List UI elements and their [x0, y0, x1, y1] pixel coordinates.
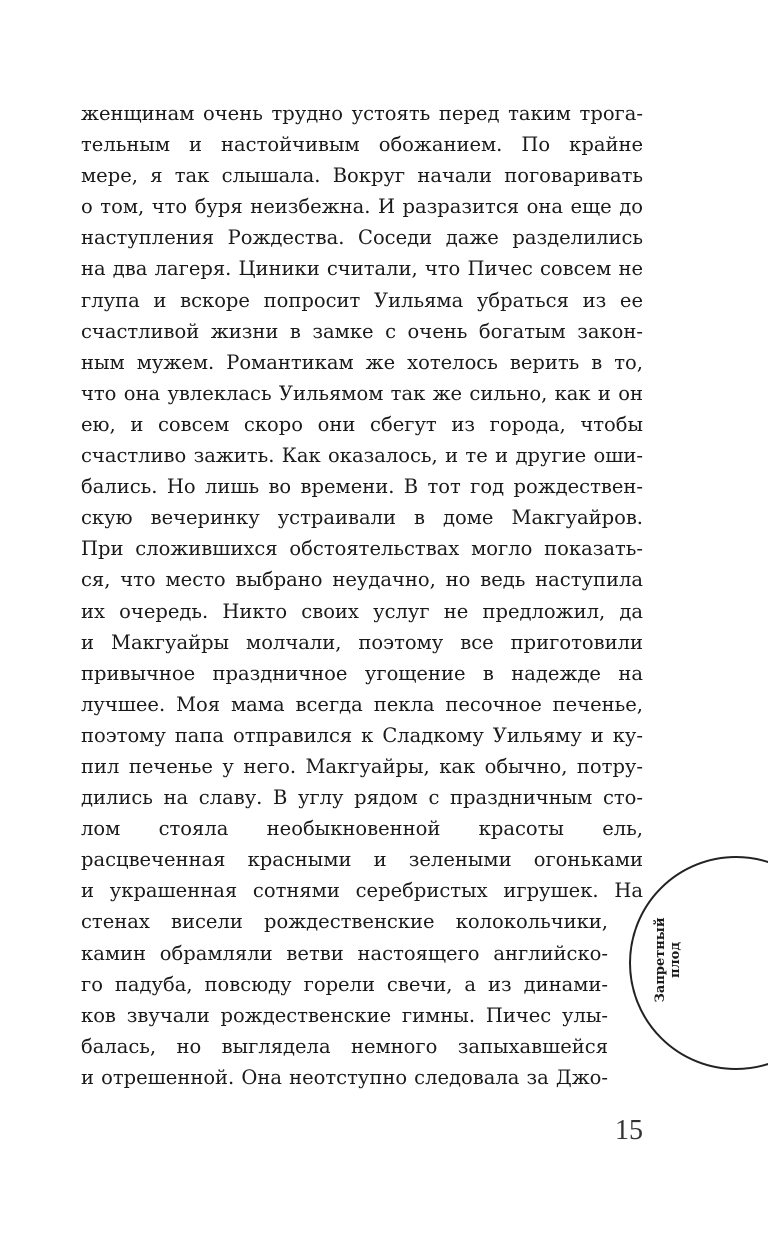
text-line: счастливой жизни в замке с очень богатым закон- — [81, 319, 643, 343]
text-line: и украшенная сотнями серебристых игрушек. На — [81, 879, 643, 903]
text-line: дились на славу. В углу рядом с праздничным сто- — [81, 786, 643, 810]
text-line: расцвеченная красными и зелеными огоньками — [81, 848, 643, 872]
text-line: и Макгуайры молчали, поэтому все приготовили — [81, 630, 643, 654]
text-line: ся, что место выбрано неудачно, но ведь наступила — [81, 568, 643, 592]
text-line: ков звучали рождественские гимны. Пичес улы- — [81, 1003, 608, 1027]
section-badge-circle — [629, 856, 768, 1070]
text-line: счастливо зажить. Как оказалось, и те и другие оши- — [81, 444, 643, 468]
text-line: на два лагеря. Циники считали, что Пичес совсем не — [81, 257, 643, 281]
text-line: скую вечеринку устраивали в доме Макгуайров. — [81, 506, 643, 530]
page-number: 15 — [615, 1115, 643, 1146]
text-line: балась, но выглядела немного запыхавшейся — [81, 1034, 608, 1058]
text-line: стенах висели рождественские колокольчики, — [81, 910, 608, 934]
text-line: привычное праздничное угощение в надежде на — [81, 661, 643, 685]
text-line: пил печенье у него. Макгуайры, как обычно, потру- — [81, 754, 643, 778]
text-line: тельным и настойчивым обожанием. По крайне — [81, 133, 643, 157]
text-line: что она увлеклась Уильямом так же сильно, как и он — [81, 381, 643, 405]
text-line: камин обрамляли ветви настоящего английско- — [81, 941, 608, 965]
text-line: ным мужем. Романтикам же хотелось верить в то, — [81, 350, 643, 374]
text-line: глупа и вскоре попросит Уильяма убраться из ее — [81, 288, 643, 312]
badge-line-1: Запретный — [653, 917, 668, 1003]
text-line: бались. Но лишь во времени. В тот год рождествен- — [81, 475, 643, 499]
text-line: лом стояла необыкновенной красоты ель, — [81, 817, 643, 841]
text-line: ею, и совсем скоро они сбегут из города, чтобы — [81, 412, 643, 436]
text-line: и отрешенной. Она неотступно следовала за Джо- — [81, 1065, 608, 1089]
text-line: При сложившихся обстоятельствах могло показать- — [81, 537, 643, 561]
text-line: поэтому папа отправился к Сладкому Уильяму и ку- — [81, 723, 643, 747]
text-line: их очередь. Никто своих услуг не предложил, да — [81, 599, 643, 623]
text-line: лучшее. Моя мама всегда пекла песочное печенье, — [81, 692, 643, 716]
text-line: женщинам очень трудно устоять перед таким трога- — [81, 102, 643, 125]
section-badge-label — [653, 918, 683, 1003]
text-line: го падуба, повсюду горели свечи, а из динами- — [81, 972, 608, 996]
text-line: наступления Рождества. Соседи даже разделились — [81, 226, 643, 250]
body-text — [81, 98, 643, 1093]
text-line: о том, что буря неизбежна. И разразится она еще до — [81, 195, 643, 219]
text-line: мере, я так слышала. Вокруг начали поговаривать — [81, 164, 643, 188]
badge-line-2: плод — [668, 941, 683, 979]
